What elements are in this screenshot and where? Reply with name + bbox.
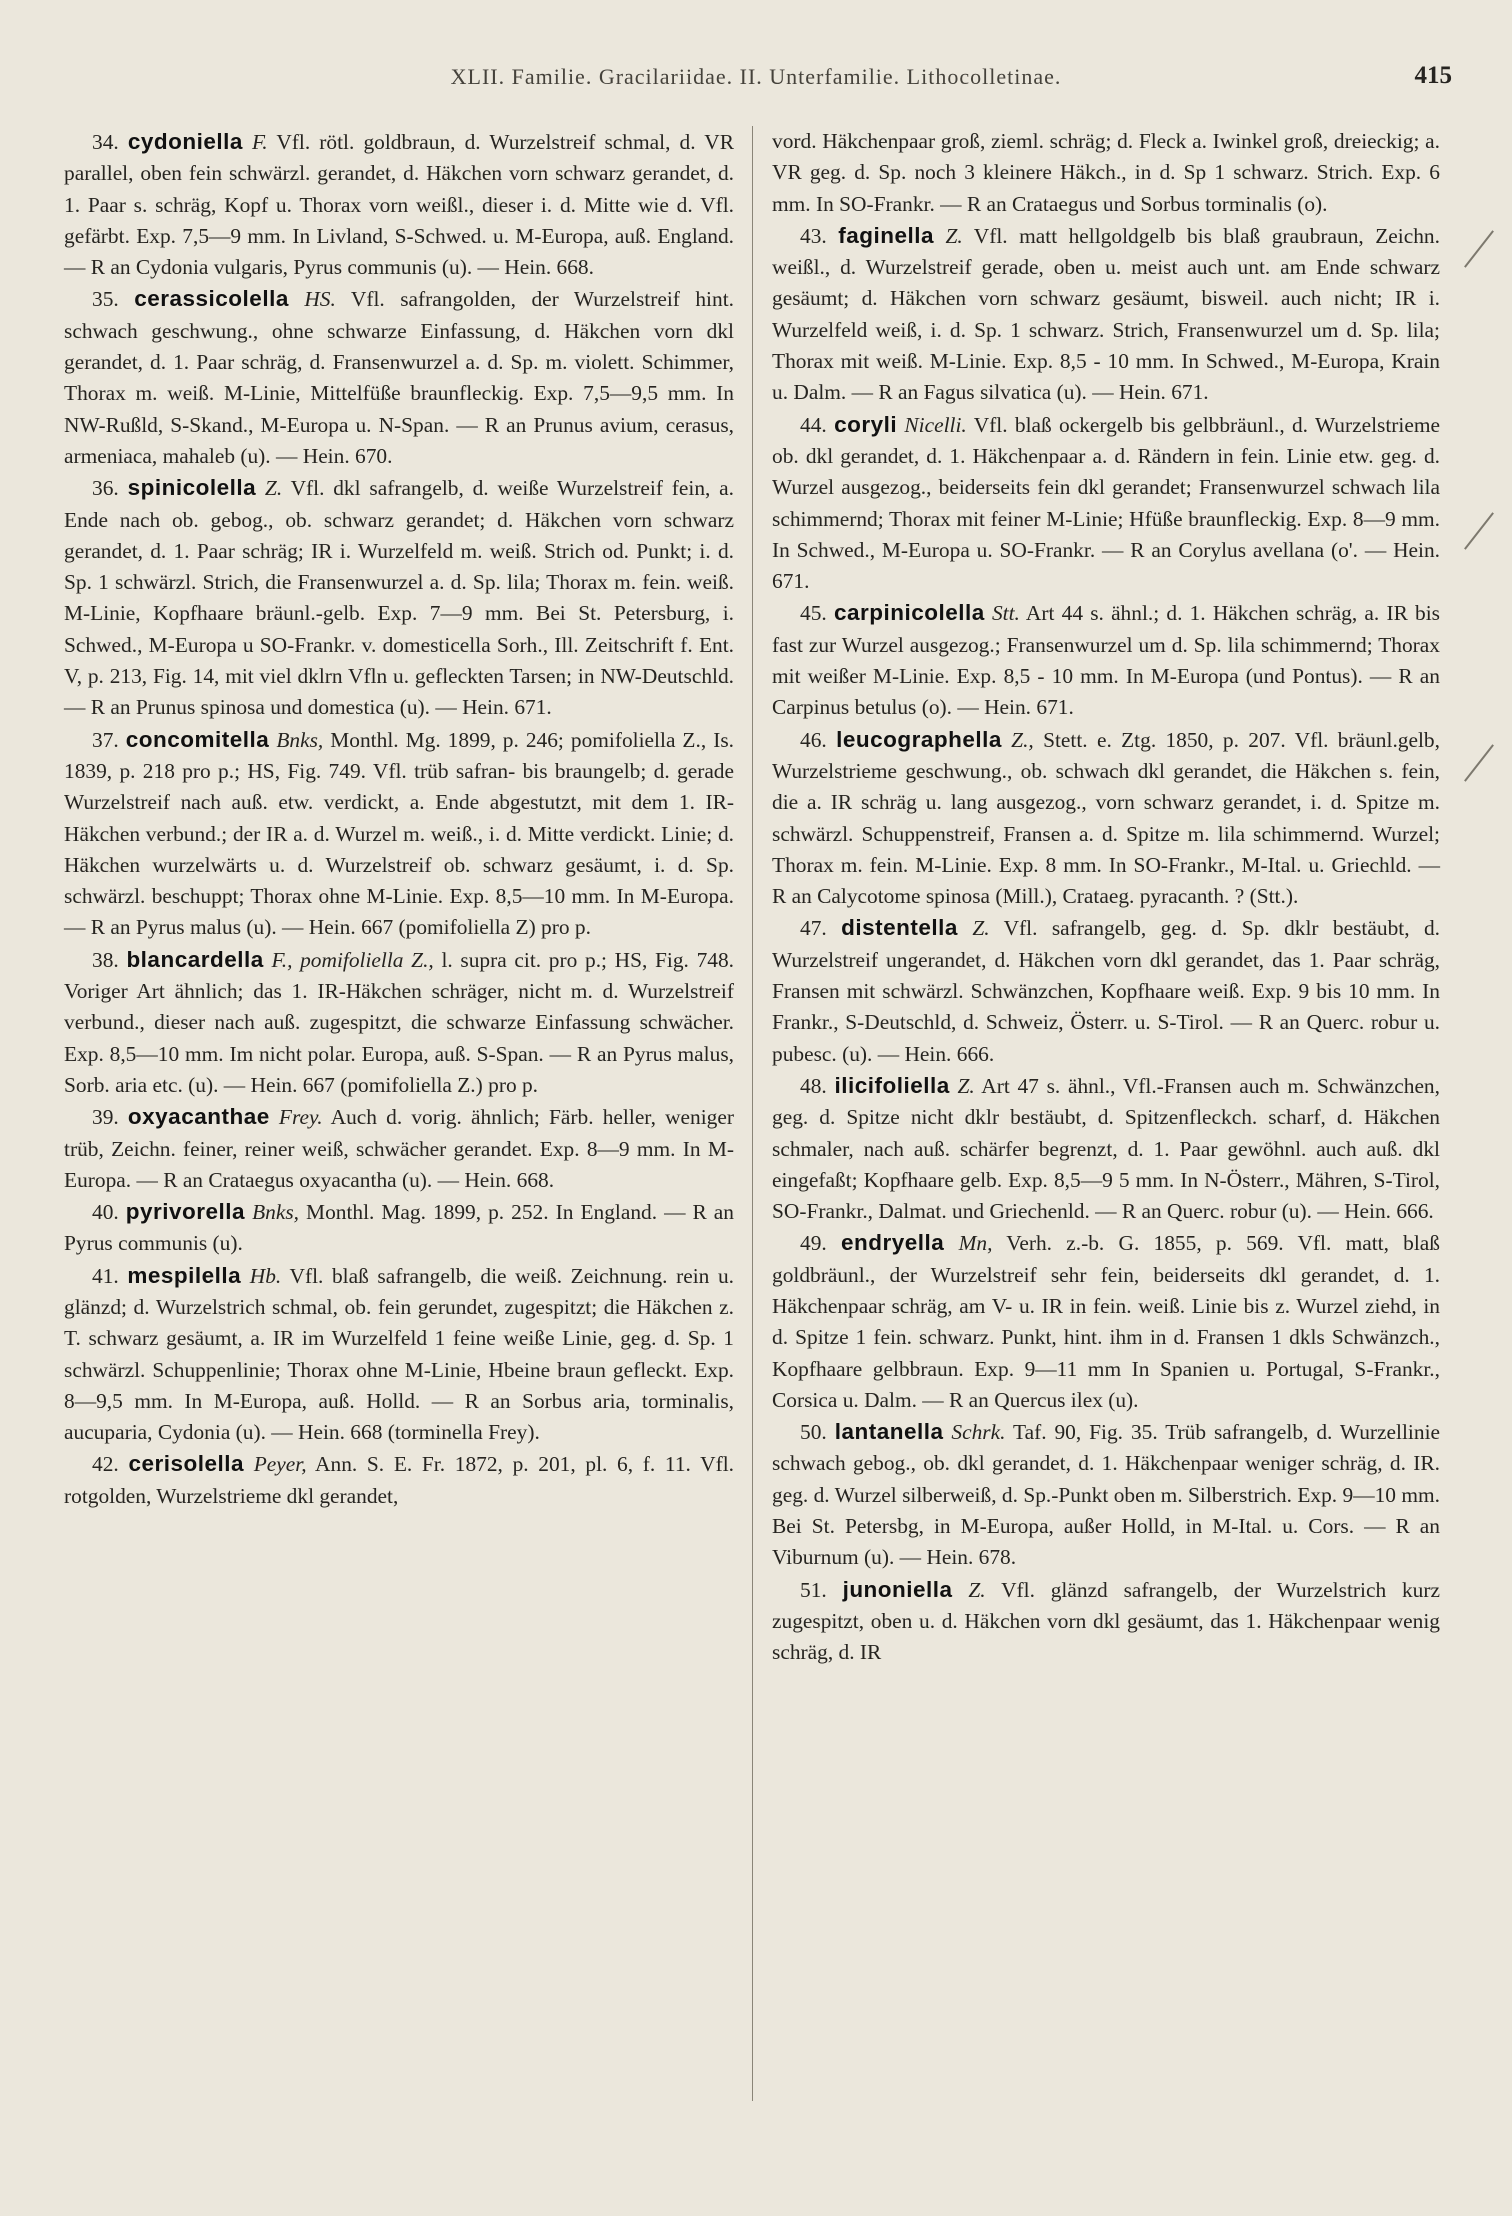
species-name: cydoniella	[127, 129, 243, 154]
species-author: Bnks,	[276, 727, 324, 752]
entry-number: 42.	[92, 1452, 119, 1477]
species-name: junoniella	[842, 1576, 953, 1602]
species-name: ilicifoliella	[834, 1072, 950, 1098]
entry-number: 51.	[800, 1577, 827, 1602]
entry-description: Art 44 s. ähnl.; d. 1. Häkchen schräg, a. IR bis fast zur Wurzel ausgezog.; Fransenwurzel um d. Sp. lila schimmernd; Thorax mit weißer M-Linie. Exp. 8,5 - 10 mm. In M-Europa (und Pontus). — R an Carpinus betulus (o). — Hein. 671.	[772, 601, 1440, 720]
species-author: Nicelli.	[904, 412, 967, 437]
entry-description: Vfl. dkl safrangelb, d. weiße Wurzelstreif fein, a. Ende nach ob. gebog., ob. schwarz gerandet; d. Häkchen vorn schwarz gerandet, d. 1. Paar schräg; IR i. Wurzelfeld m. weiß. Strich od. Punkt; i. d. Sp. 1 schwärzl. Strich, die Fransenwurzel a. d. Sp. lila; Thorax m. fein. weiß. M-Linie, Kopfhaare bräunl.-gelb. Exp. 7—9 mm. Bei St. Petersburg, i. Schwed., M-Europa u SO-Frankr. v. domesticella Sorh., Ill. Zeitschrift f. Ent. V, p. 213, Fig. 14, mit viel dklrn Vfln u. gefleckten Tarsen; in NW-Deutschld. — R an Prunus spinosa und domestica (u). — Hein. 671.	[64, 476, 735, 720]
entry-number: 37.	[92, 727, 119, 752]
entry-description: Stett. e. Ztg. 1850, p. 207. Vfl. bräunl.gelb, Wurzelstrieme geschwung., ob. schwach dkl gerandet, die Häkchen s. fein, die a. IR schräg u. lang ausgezog., vorn schwarz gerandet, i. d. Spitze m. schwärzl. Schuppenstreif, Fransen a. d. Spitze m. lila schimmernd. Wurzel; Thorax m. fein. M-Linie. Exp. 8 mm. In SO-Frankr., M-Ital. u. Griechld. — R an Calycotome spinosa (Mill.), Crataeg. pyracanth. ? (Stt.).	[772, 727, 1440, 909]
species-entry	[772, 220, 1440, 409]
margin-pencil-mark	[1464, 230, 1494, 267]
entry-description: Vfl. blaß ockergelb bis gelbbräunl., d. Wurzelstrieme ob. dkl gerandet, d. 1. Häkchenpaar a. d. Rändern in fein. Linie etw. geg. d. Wurzel ausgezog., beiderseits fein dkl gerandet; Fransenwurzel schwach lila schimmernd; Thorax mit feiner M-Linie; Hfüße braunfleckig. Exp. 8—9 mm. In Schwed., M-Europa u. SO-Frankr. — R an Corylus avellana (o'. — Hein. 671.	[772, 412, 1440, 594]
species-author: Frey.	[278, 1105, 323, 1130]
entry-number: 38.	[92, 947, 119, 972]
species-author: F.	[251, 130, 268, 154]
entry-description: Monthl. Mag. 1899, p. 252. In England. — R an Pyrus communis (u).	[64, 1200, 734, 1256]
species-entry	[64, 1196, 734, 1260]
species-entry	[772, 1574, 1440, 1669]
entry-number: 40.	[92, 1200, 119, 1225]
entry-description: Ann. S. E. Fr. 1872, p. 201, pl. 6, f. 11. Vfl. rotgolden, Wurzelstrieme dkl gerandet,	[64, 1452, 735, 1508]
column-divider	[752, 126, 753, 2101]
species-author: Hb.	[249, 1263, 282, 1288]
species-entry	[772, 597, 1440, 723]
species-entry	[64, 724, 734, 944]
species-author: Z.	[972, 916, 990, 941]
species-name: faginella	[838, 222, 934, 248]
species-author: Z.,	[1011, 727, 1034, 752]
species-entry	[64, 944, 734, 1101]
species-name: coryli	[834, 411, 898, 437]
species-name: endryella	[841, 1230, 945, 1256]
entry-description: Art 47 s. ähnl., Vfl.-Fransen auch m. Schwänzchen, geg. d. Spitze nicht dklr bestäubt, d. Spitzenfleckch. scharf, d. Häkchen schmaler, nach auß. schärfer begrenzt, d. 1. Paar gewöhnl. auch auß. dkl eingefaßt; Kopfhaare gelb. Exp. 8,5—9 5 mm. In N-Österr., Mähren, S-Tirol, SO-Frankr., Dalmat. und Griechenld. — R an Querc. robur (u). — Hein. 666.	[772, 1073, 1440, 1224]
entry-number: 50.	[800, 1420, 827, 1445]
species-entry	[772, 912, 1440, 1069]
entry-description: Vfl. safrangolden, der Wurzelstreif hint. schwach geschwung., ohne schwarze Einfassung, d. Häkchen vorn dkl gerandet, d. 1. Paar schräg, d. Fransenwurzel a. d. Sp. m. violett. Schimmer, Thorax m. weiß. M-Linie, Mittelfüße braunfleckig. Exp. 7,5—9,5 mm. In NW-Rußld, S-Skand., M-Europa u. N-Span. — R an Prunus avium, cerasus, armeniaca, mahaleb (u). — Hein. 670.	[64, 287, 734, 468]
species-author: Z.	[945, 223, 963, 248]
entry-number: 39.	[92, 1105, 119, 1130]
species-entry	[64, 126, 734, 283]
species-entry	[64, 283, 734, 472]
entry-number: 41.	[92, 1263, 119, 1288]
running-head: XLII. Familie. Gracilariidae. II. Unterfamilie. Lithocolletinae.	[450, 64, 1062, 89]
species-author: Mn,	[958, 1231, 993, 1256]
species-entry	[772, 1416, 1440, 1573]
entry-number: 36.	[92, 476, 119, 501]
entry-description: Vfl. safrangelb, geg. d. Sp. dklr bestäubt, d. Wurzelstreif ungerandet, d. Häkchen vorn dkl gerandet, das 1. Paar schräg, Fransen mit schwärzl. Schwänzchen, Kopfhaare weiß. Exp. 9 bis 10 mm. In Frankr., S-Deutschld, d. Schweiz, Österr. u. S-Tirol. — R an Querc. robur u. pubesc. (u). — Hein. 666.	[772, 916, 1440, 1066]
entry-description: Taf. 90, Fig. 35. Trüb safrangelb, d. Wurzellinie schwach gebog., ob. dkl gerandet, d. 1. Häkchenpaar weniger schräg, d. IR. geg. d. Wurzel silberweiß, d. Sp.-Punkt oben m. Silberstrich. Exp. 9—10 mm. Bei St. Petersbg, in M-Europa, außer Holld, in M-Ital. u. Cors. — R an Viburnum (u). — Hein. 678.	[772, 1420, 1441, 1570]
entry-number: 49.	[800, 1231, 827, 1256]
entry-number: 45.	[800, 601, 827, 626]
species-entry	[772, 1070, 1440, 1227]
species-author: Z.	[968, 1577, 986, 1602]
entry-description: vord. Häkchenpaar groß, zieml. schräg; d. Fleck a. Iwinkel groß, dreieckig; a. VR geg. d. Sp. noch 3 kleinere Häkch., in d. Sp 1 schwarz. Strich. Exp. 6 mm. In SO-Frankr. — R an Crataegus und Sorbus torminalis (o).	[772, 129, 1440, 216]
species-author: F., pomifoliella Z.,	[271, 947, 434, 972]
species-entry	[772, 409, 1440, 598]
entry-number: 46.	[800, 727, 827, 752]
page-number: 415	[1414, 62, 1452, 89]
species-name: blancardella	[126, 946, 264, 972]
margin-pencil-mark	[1464, 744, 1494, 781]
entry-description: Vfl. rötl. goldbraun, d. Wurzelstreif schmal, d. VR parallel, oben fein schwärzl. gerandet, d. Häkchen vorn schwarz gerandet, d. 1. Paar s. schräg, Kopf u. Thorax vorn weißl., dieser i. d. Mitte wie d. Vfl. gefärbt. Exp. 7,5—9 mm. In Livland, S-Schwed. u. M-Europa, auß. England. — R an Cydonia vulgaris, Pyrus communis (u). — Hein. 668.	[64, 130, 734, 280]
page-header	[60, 64, 1452, 104]
species-name: cerisolella	[128, 1451, 245, 1477]
entry-description: l. supra cit. pro p.; HS, Fig. 748. Voriger Art ähnlich; das 1. IR-Häkchen schräger, nicht m. d. Wurzelstreif verbund., dieser nach auß. zugespitzt, die schwarze Einfassung schwächer. Exp. 8,5—10 mm. Im nicht polar. Europa, auß. S-Span. — R an Pyrus malus, Sorb. aria etc. (u). — Hein. 667 (pomifoliella Z.) pro p.	[64, 947, 735, 1097]
species-author: HS.	[304, 287, 336, 312]
species-entry	[772, 126, 1440, 220]
species-entry	[772, 724, 1440, 913]
species-author: Peyer,	[253, 1452, 307, 1477]
entry-number: 44.	[800, 412, 827, 437]
entry-number: 35.	[92, 287, 119, 312]
species-name: pyrivorella	[125, 1199, 246, 1225]
margin-pencil-mark	[1464, 512, 1494, 549]
entry-number: 48.	[800, 1073, 827, 1098]
species-name: lantanella	[834, 1419, 944, 1445]
species-name: concomitella	[125, 726, 270, 752]
species-name: cerassicolella	[134, 286, 289, 312]
entry-description: Verh. z.-b. G. 1855, p. 569. Vfl. matt, blaß goldbräunl., der Wurzelstreif sehr fein, beiderseits dkl gerandet, d. 1. Häkchenpaar schräg, am V- u. IR in fein. weiß. Linie bis z. Wurzel ziehd, in d. Spitze 1 fein. schwarz. Punkt, hint. ihm in d. Fransen 1 dkls Schwänzch., Kopfhaare gelbbraun. Exp. 9—11 mm In Spanien u. Portugal, S-Frankr., Corsica u. Dalm. — R an Quercus ilex (u).	[772, 1231, 1440, 1412]
species-name: distentella	[841, 915, 958, 941]
entry-number: 34.	[92, 130, 119, 154]
species-name: carpinicolella	[833, 600, 985, 626]
species-entry	[772, 1227, 1440, 1416]
species-author: Schrk.	[951, 1420, 1006, 1445]
species-name: mespilella	[127, 1262, 242, 1288]
species-author: Stt.	[991, 601, 1020, 626]
entry-description: Monthl. Mg. 1899, p. 246; pomifoliella Z., Is. 1839, p. 218 pro p.; HS, Fig. 749. Vfl. trüb safran- bis braungelb; d. gerade Wurzelstreif nach auß. etw. verdickt, a. Ende abgestutzt, mit dem 1. IR-Häkchen verbund.; der IR a. d. Wurzel m. weiß., i. d. Mitte verdickt. Linie; d. Häkchen wurzelwärts u. d. Wurzelstreif ob. schwarz gesäumt, i. d. Sp. schwärzl. beschuppt; Thorax ohne M-Linie. Exp. 8,5—10 mm. In M-Europa. — R an Pyrus malus (u). — Hein. 667 (pomifoliella Z) pro p.	[64, 727, 734, 940]
entry-description: Vfl. matt hellgoldgelb bis blaß graubraun, Zeichn. weißl., d. Wurzelstreif gerade, oben u. meist auch unt. am Ende schwarz gesäumt; d. Häkchen vorn schwarz gesäumt, bisweil. auch nicht; IR i. Wurzelfeld weiß, i. d. Sp. 1 schwarz. Strich, Fransenwurzel um d. Sp. lila; Thorax mit weiß. M-Linie. Exp. 8,5 - 10 mm. In Schwed., M-Europa, Krain u. Dalm. — R an Fagus silvatica (u). — Hein. 671.	[772, 223, 1440, 405]
right-column	[772, 126, 1440, 1669]
entry-description: Auch d. vorig. ähnlich; Färb. heller, weniger trüb, Zeichn. feiner, reiner weiß, schwächer gerandet. Exp. 8—9 mm. In M-Europa. — R an Crataegus oxyacantha (u). — Hein. 668.	[64, 1105, 734, 1192]
species-name: oxyacanthae	[127, 1104, 270, 1130]
entry-number: 47.	[800, 916, 827, 941]
entry-description: Vfl. glänzd safrangelb, der Wurzelstrich kurz zugespitzt, oben u. d. Häkchen vorn dkl gesäumt, das 1. Häkchenpaar wenig schräg, d. IR	[772, 1577, 1440, 1665]
entry-description: Vfl. blaß safrangelb, die weiß. Zeichnung. rein u. glänzd; d. Wurzelstrich schmal, ob. fein gerundet, zugespitzt; die Häkchen z. T. schwarz gesäumt, a. IR im Wurzelfeld 1 feine weiße Linie, geg. d. Sp. 1 schwärzl. Schuppenlinie; Thorax ohne M-Linie, Hbeine braun gefleckt. Exp. 8—9,5 mm. In M-Europa, auß. Holld. — R an Sorbus aria, torminalis, aucuparia, Cydonia (u). — Hein. 668 (torminella Frey).	[64, 1263, 734, 1445]
species-entry	[64, 1260, 734, 1449]
entry-number: 43.	[800, 223, 827, 248]
species-entry	[64, 1101, 734, 1196]
species-entry	[64, 1448, 734, 1512]
species-entry	[64, 472, 734, 723]
species-author: Z.	[264, 476, 283, 501]
species-author: Z.	[957, 1073, 975, 1098]
species-name: leucographella	[836, 726, 1002, 752]
species-author: Bnks,	[252, 1200, 300, 1225]
left-column	[64, 126, 734, 1512]
species-name: spinicolella	[127, 475, 257, 501]
